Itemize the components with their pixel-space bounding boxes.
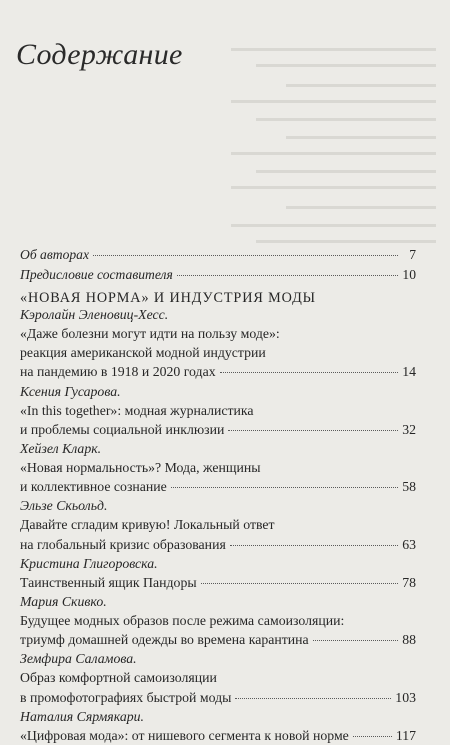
dot-leader (177, 275, 398, 276)
entry-title-last-line (20, 573, 416, 592)
page-number: 14 (402, 364, 416, 380)
dot-leader (171, 487, 398, 488)
entry-title-line: Будущее модных образов после режима самоизоляции: (20, 613, 345, 629)
entry-author: Мария Скивко. (20, 594, 107, 610)
entry-title-line: в промофотографиях быстрой моды (20, 689, 232, 705)
entry-title-last-line (20, 420, 416, 439)
dot-leader (201, 583, 399, 584)
entry-author: Кристина Глигоровска. (20, 555, 158, 571)
toc-entries (20, 305, 416, 745)
toc-entry[interactable] (20, 592, 416, 649)
toc-entry[interactable] (20, 439, 416, 496)
entry-title-line: Таинственный ящик Пандоры (20, 574, 197, 590)
entry-title-line: Образ комфортной самоизоляции (20, 670, 217, 686)
section-heading: «НОВАЯ НОРМА» И ИНДУСТРИЯ МОДЫ (20, 290, 316, 306)
page-number: 103 (395, 689, 416, 705)
front-matter-about-authors[interactable] (20, 245, 416, 264)
entry-title-last-line (20, 362, 416, 381)
page-number: 63 (402, 536, 416, 552)
page-number: 10 (402, 267, 416, 282)
entry-author: Кэролайн Эленовиц-Хесс. (20, 307, 169, 322)
entry-title-line: «Цифровая мода»: от нишевого сегмента к новой норме (20, 727, 349, 743)
page-title: Содержание (16, 38, 183, 71)
entry-title-line: на пандемию в 1918 и 2020 годах (20, 364, 216, 380)
dot-leader (230, 545, 398, 546)
entry-title-line: и проблемы социальной инклюзии (20, 421, 225, 437)
dot-leader (313, 640, 399, 641)
toc-entry[interactable] (20, 496, 416, 553)
entry-author: Хейзел Кларк. (20, 441, 102, 457)
dot-leader (220, 372, 399, 373)
entry-title-last-line (20, 630, 416, 649)
entry-title-line: триумф домашней одежды во времена карантина (20, 632, 309, 648)
entry-title-line: на глобальный кризис образования (20, 536, 226, 552)
entry-title-last-line (20, 726, 416, 745)
entry-title-line: «Даже болезни могут идти на пользу моде»: (20, 326, 280, 341)
dot-leader (228, 430, 398, 431)
toc-entry[interactable] (20, 382, 416, 439)
toc-label: Об авторах (20, 247, 89, 262)
entry-title-last-line (20, 477, 416, 496)
front-matter-preface[interactable] (20, 265, 416, 284)
page-number: 7 (409, 247, 416, 262)
dot-leader (235, 698, 391, 699)
entry-title-line: и коллективное сознание (20, 479, 167, 495)
page-number: 117 (395, 727, 416, 743)
toc-entry[interactable] (20, 707, 416, 745)
page-number: 78 (402, 574, 416, 590)
entry-author: Наталия Сярмякари. (20, 708, 144, 724)
page-number: 32 (402, 421, 416, 437)
dot-leader (353, 736, 392, 737)
entry-title-last-line (20, 535, 416, 554)
entry-title-last-line (20, 688, 416, 707)
entry-author: Ксения Гусарова. (20, 383, 121, 399)
entry-title-line: «Новая нормальность»? Мода, женщины (20, 460, 261, 476)
entry-author: Эльзе Скьольд. (20, 498, 108, 514)
page-number: 88 (402, 632, 416, 648)
page-number: 58 (402, 479, 416, 495)
entry-title-line: «In this together»: модная журналистика (20, 402, 254, 418)
toc-label: Предисловие составителя (20, 267, 173, 282)
entry-author: Земфира Саламова. (20, 651, 137, 667)
entry-title-line: Давайте сгладим кривую! Локальный ответ (20, 517, 275, 533)
toc-entry[interactable] (20, 649, 416, 706)
toc-entry[interactable] (20, 305, 416, 382)
toc-entry[interactable] (20, 554, 416, 592)
entry-title-line: реакция американской модной индустрии (20, 345, 266, 361)
dot-leader (93, 255, 398, 256)
